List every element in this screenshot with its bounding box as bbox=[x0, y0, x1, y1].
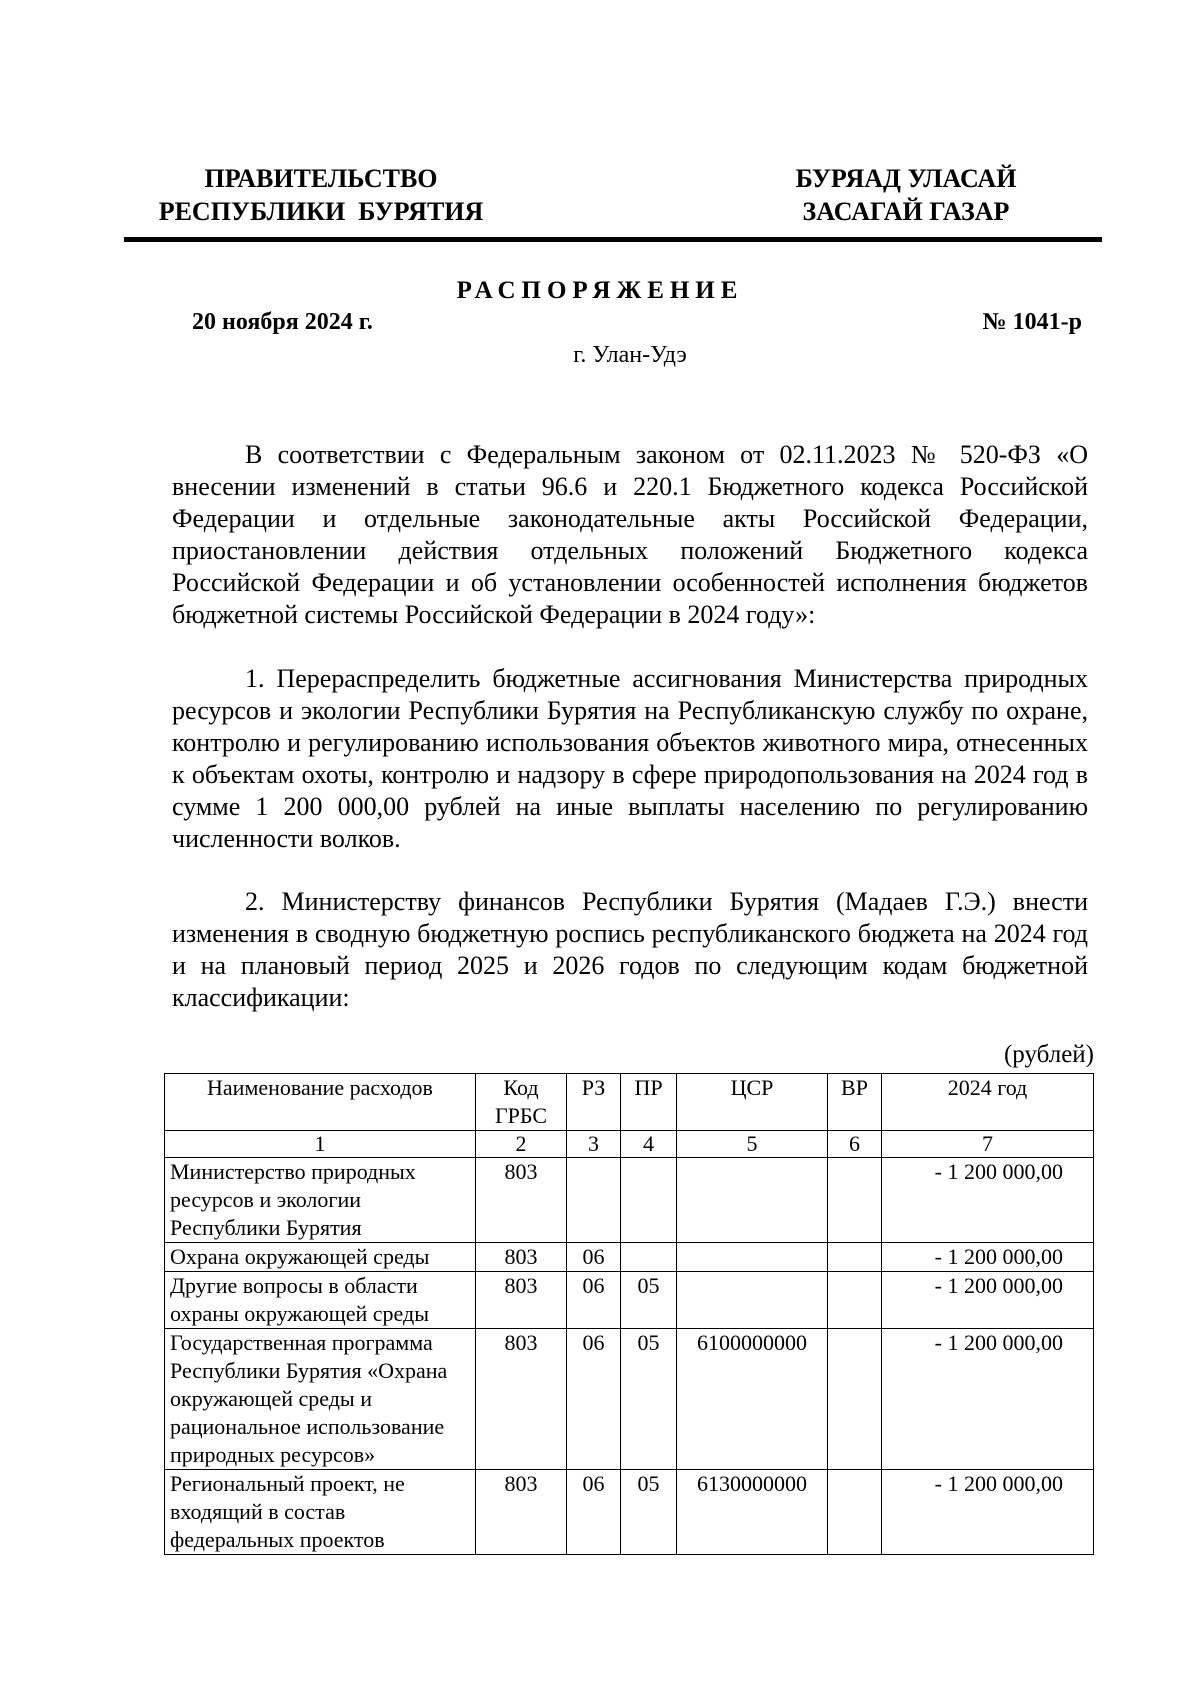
column-number: 3 bbox=[567, 1131, 621, 1158]
letterhead-right-line2: ЗАСАГАЙ ГАЗАР bbox=[802, 197, 1010, 226]
column-number: 5 bbox=[677, 1131, 828, 1158]
row-csr bbox=[677, 1243, 828, 1272]
row-csr: 6100000000 bbox=[677, 1329, 828, 1470]
column-number: 2 bbox=[476, 1131, 567, 1158]
row-name: Охрана окружающей среды bbox=[165, 1243, 476, 1272]
row-sum: - 1 200 000,00 bbox=[882, 1470, 1094, 1555]
row-csr bbox=[677, 1158, 828, 1243]
column-number: 7 bbox=[882, 1131, 1094, 1158]
document-city: г. Улан-Удэ bbox=[573, 342, 687, 368]
paragraph-item-2: 2. Министерству финансов Республики Бурятия (Мадаев Г.Э.) внести изменения в сводную бюджетную роспись республиканского бюджета на 2024 год и на плановый период 2025 и 2026 годов по следующим кодам бюджетной классификации: bbox=[172, 887, 1088, 1012]
row-pr bbox=[621, 1158, 677, 1243]
row-vr bbox=[828, 1243, 882, 1272]
row-pr: 05 bbox=[621, 1329, 677, 1470]
row-vr bbox=[828, 1272, 882, 1329]
row-code: 803 bbox=[476, 1272, 567, 1329]
budget-table bbox=[164, 1073, 1094, 1555]
row-code: 803 bbox=[476, 1329, 567, 1470]
row-rz: 06 bbox=[567, 1470, 621, 1555]
table-unit-label: (рублей) bbox=[1003, 1041, 1094, 1068]
header-code: Код ГРБС bbox=[476, 1074, 567, 1131]
row-name: Региональный проект, не входящий в состав федеральных проектов bbox=[165, 1470, 476, 1555]
row-pr bbox=[621, 1243, 677, 1272]
row-sum: - 1 200 000,00 bbox=[882, 1329, 1094, 1470]
header-name: Наименование расходов bbox=[165, 1074, 476, 1131]
row-pr: 05 bbox=[621, 1470, 677, 1555]
row-name: Министерство природных ресурсов и экологии Республики Бурятия bbox=[165, 1158, 476, 1243]
table-row bbox=[165, 1272, 1094, 1329]
letterhead-buryat bbox=[736, 162, 1076, 228]
letterhead-left-line1: ПРАВИТЕЛЬСТВО bbox=[204, 164, 438, 193]
row-csr bbox=[677, 1272, 828, 1329]
row-vr bbox=[828, 1158, 882, 1243]
table-row bbox=[165, 1329, 1094, 1470]
row-rz: 06 bbox=[567, 1272, 621, 1329]
row-rz: 06 bbox=[567, 1329, 621, 1470]
document-title: РАСПОРЯЖЕНИЕ bbox=[456, 277, 744, 304]
header-sum: 2024 год bbox=[882, 1074, 1094, 1131]
row-name: Другие вопросы в области охраны окружающей среды bbox=[165, 1272, 476, 1329]
row-code: 803 bbox=[476, 1158, 567, 1243]
letterhead-right-line1: БУРЯАД УЛАСАЙ bbox=[795, 164, 1017, 193]
table-row bbox=[165, 1243, 1094, 1272]
paragraph-preamble: В соответствии с Федеральным законом от 02.11.2023 № 520-ФЗ «О внесении изменений в статьи 96.6 и 220.1 Бюджетного кодекса Российской Федерации и отдельные законодательные акты Российской Федерации, приостановлении действия отдельных положений Бюджетного кодекса Российской Федерации и об установлении особенностей исполнения бюджетов бюджетной системы Российской Федерации в 2024 году»: bbox=[172, 440, 1088, 629]
row-code: 803 bbox=[476, 1243, 567, 1272]
column-number: 1 bbox=[165, 1131, 476, 1158]
paragraph-item-1: 1. Перераспределить бюджетные ассигнования Министерства природных ресурсов и экологии Республики Бурятия на Республиканскую службу по охране, контролю и регулированию использования объектов животного мира, отнесенных к объектам охоты, контролю и надзору в сфере природопользования на 2024 год в сумме 1 200 000,00 рублей на иные выплаты населению по регулированию численности волков. bbox=[172, 664, 1088, 853]
table-row bbox=[165, 1158, 1094, 1243]
row-code: 803 bbox=[476, 1470, 567, 1555]
row-sum: - 1 200 000,00 bbox=[882, 1272, 1094, 1329]
document-number: № 1041-р bbox=[982, 309, 1082, 335]
row-sum: - 1 200 000,00 bbox=[882, 1243, 1094, 1272]
row-rz bbox=[567, 1158, 621, 1243]
table-row bbox=[165, 1470, 1094, 1555]
column-number: 4 bbox=[621, 1131, 677, 1158]
row-csr: 6130000000 bbox=[677, 1470, 828, 1555]
row-rz: 06 bbox=[567, 1243, 621, 1272]
letterhead bbox=[126, 162, 1108, 230]
row-vr bbox=[828, 1329, 882, 1470]
header-vr: ВР bbox=[828, 1074, 882, 1131]
header-csr: ЦСР bbox=[677, 1074, 828, 1131]
column-number: 6 bbox=[828, 1131, 882, 1158]
row-pr: 05 bbox=[621, 1272, 677, 1329]
letterhead-russian bbox=[156, 162, 486, 228]
row-sum: - 1 200 000,00 bbox=[882, 1158, 1094, 1243]
letterhead-left-line2: РЕСПУБЛИКИ БУРЯТИЯ bbox=[158, 197, 484, 226]
letterhead-divider bbox=[124, 237, 1102, 242]
document-date: 20 ноября 2024 г. bbox=[192, 309, 373, 335]
table-column-numbers-row bbox=[165, 1131, 1094, 1158]
row-vr bbox=[828, 1470, 882, 1555]
table-header-row bbox=[165, 1074, 1094, 1131]
header-rz: РЗ bbox=[567, 1074, 621, 1131]
header-pr: ПР bbox=[621, 1074, 677, 1131]
row-name: Государственная программа Республики Бурятия «Охрана окружающей среды и рациональное использование природных ресурсов» bbox=[165, 1329, 476, 1470]
